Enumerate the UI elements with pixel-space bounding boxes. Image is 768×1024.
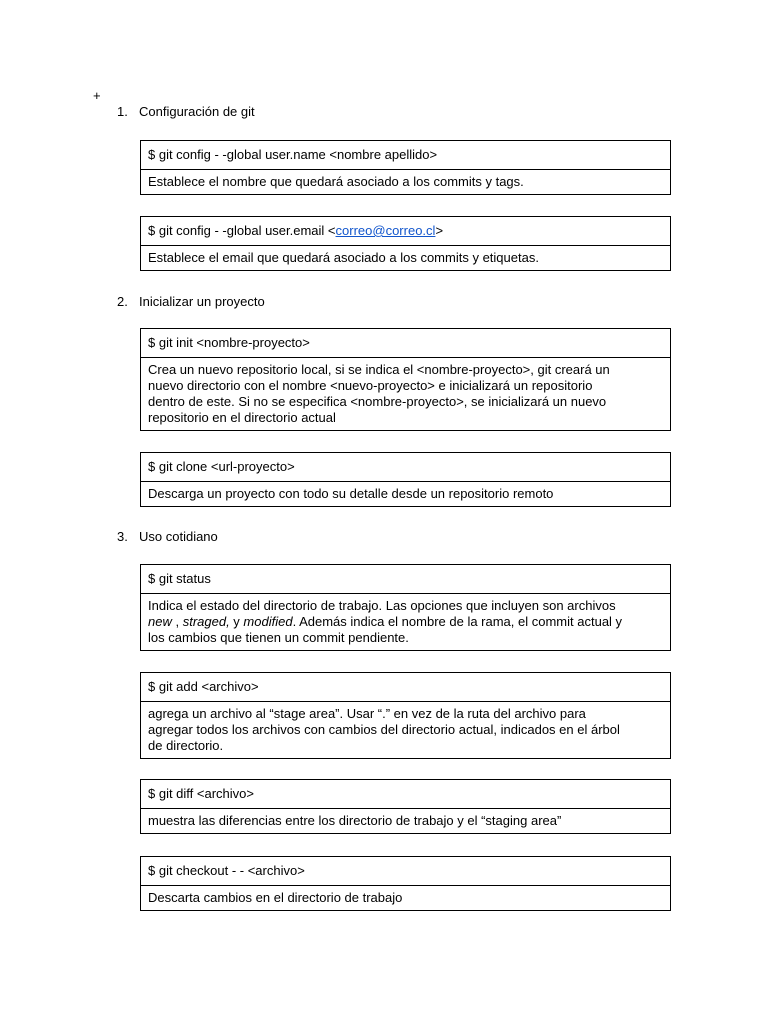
description-cell: Descarta cambios en el directorio de trabajo [141,885,670,910]
description-line: los cambios que tienen un commit pendiente. [148,630,409,645]
section-heading-inicializar [117,294,265,309]
description-cell: Descarga un proyecto con todo su detalle desde un repositorio remoto [141,481,670,506]
separator-text: y [229,614,244,629]
description-line: nuevo directorio con el nombre <nuevo-proyecto> e inicializará un repositorio [148,378,593,393]
description-line: repositorio en el directorio actual [148,410,336,425]
section-number: 3. [117,529,128,544]
section-number: 2. [117,294,128,309]
command-table-git-checkout [140,856,671,911]
section-heading-configuracion [117,104,255,119]
description-cell: Establece el nombre que quedará asociado a los commits y tags. [141,169,670,194]
command-text-suffix: > [435,223,444,238]
section-title: Inicializar un proyecto [139,294,265,309]
section-title: Configuración de git [139,104,255,119]
description-line: agregar todos los archivos con cambios del directorio actual, indicados en el árbol [148,722,620,737]
description-cell: Establece el email que quedará asociado a los commits y etiquetas. [141,245,670,270]
command-table-git-add [140,672,671,759]
section-number: 1. [117,104,128,119]
command-text: $ git config - -global user.email < [148,223,336,238]
command-cell [141,217,670,245]
description-line: de directorio. [148,738,224,753]
description-cell [141,701,670,758]
description-text: . Además indica el nombre de la rama, el commit actual y [292,614,623,629]
command-table-git-init [140,328,671,431]
command-cell: $ git init <nombre-proyecto> [148,335,310,350]
option-modified: modified [243,614,293,629]
description-cell [141,593,670,650]
command-cell: $ git clone <url-proyecto> [148,459,295,474]
option-straged: straged, [182,614,230,629]
command-cell: $ git checkout - - <archivo> [148,863,305,878]
description-line: Indica el estado del directorio de trabajo. Las opciones que incluyen son archivos [148,598,616,613]
command-cell: $ git diff <archivo> [148,786,254,801]
command-table-git-config-email [140,216,671,271]
description-cell [141,357,670,430]
command-cell: $ git add <archivo> [148,679,259,694]
option-new: new [148,614,172,629]
description-line [148,614,663,630]
command-cell: $ git status [148,571,211,586]
command-table-git-status [140,564,671,651]
section-title: Uso cotidiano [139,529,218,544]
separator-text: , [171,614,183,629]
command-table-git-clone [140,452,671,507]
description-line: agrega un archivo al “stage area”. Usar “.” en vez de la ruta del archivo para [148,706,586,721]
description-cell: muestra las diferencias entre los directorio de trabajo y el “staging area” [141,808,670,833]
section-heading-uso-cotidiano [117,529,218,544]
command-table-git-config-name [140,140,671,195]
command-table-git-diff [140,779,671,834]
description-line: Crea un nuevo repositorio local, si se indica el <nombre-proyecto>, git creará un [148,362,610,377]
description-line: dentro de este. Si no se especifica <nombre-proyecto>, se inicializará un nuevo [148,394,607,409]
email-link[interactable]: correo@correo.cl [335,223,436,238]
plus-marker: + [93,88,101,103]
command-cell: $ git config - -global user.name <nombre apellido> [148,147,438,162]
